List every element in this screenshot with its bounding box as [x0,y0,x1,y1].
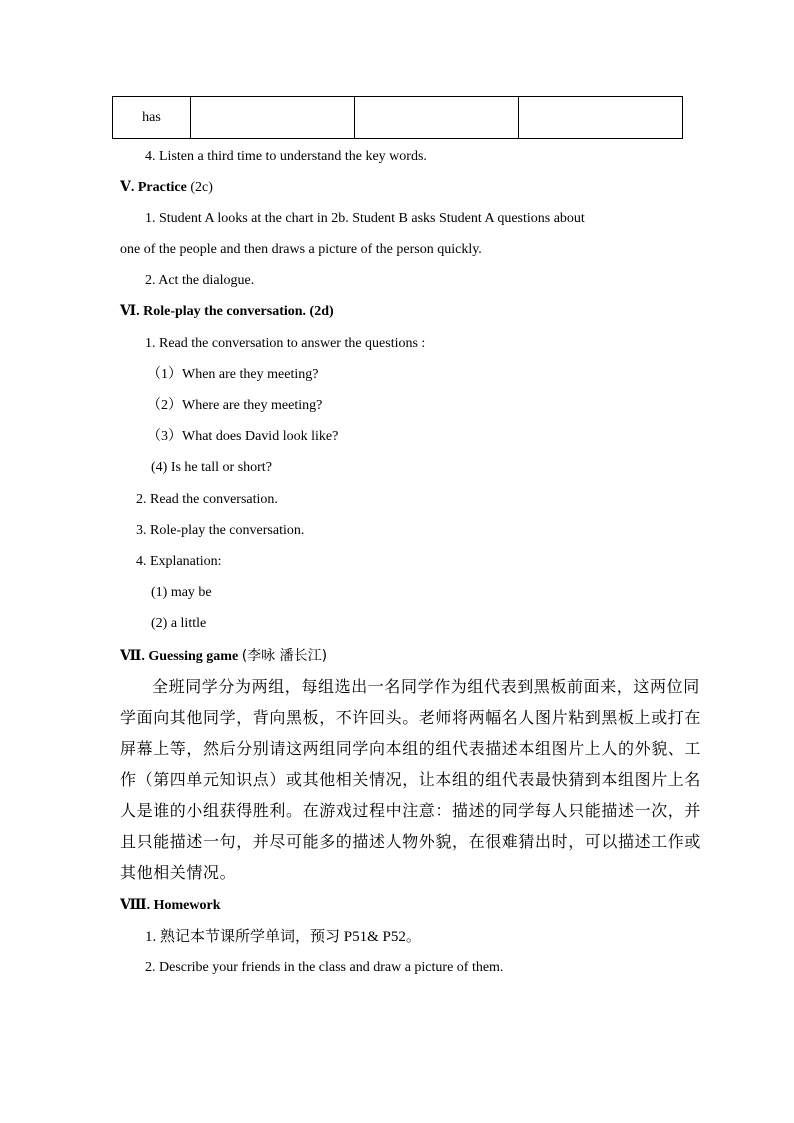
section-heading-role-play: Ⅵ. Role-play the conversation. (2d) [120,304,334,319]
heading-text: Ⅴ. Practice [120,180,187,195]
question-4: (4) Is he tall or short? [151,460,272,475]
practice-item-2: 2. Act the dialogue. [145,273,255,288]
question-3: （3）What does David look like? [147,429,339,444]
explanation-2: (2) a little [151,616,207,631]
table-row [113,97,683,139]
table-cell [191,97,355,139]
heading-text: Ⅶ. Guessing game [120,649,239,664]
homework-item-2: 2. Describe your friends in the class and draw a picture of them. [145,960,504,975]
game-rules-line-4: 作（第四单元知识点）或其他相关情况，让本组的组代表最快猜到本组图片上名 [120,770,702,789]
homework-item-1: 1. 熟记本节课所学单词，预习 P51& P52。 [145,929,421,945]
role-play-item-1: 1. Read the conversation to answer the questions : [145,336,426,351]
question-2: （2）Where are they meeting? [147,398,323,413]
game-rules-line-2: 学面向其他同学，背向黑板，不许回头。老师将两幅名人图片粘到黑板上或打在 [120,708,702,727]
game-rules-line-5: 人是谁的小组获得胜利。在游戏过程中注意：描述的同学每人只能描述一次，并 [120,801,702,820]
heading-ref: (2c) [190,180,213,195]
section-heading-homework: Ⅷ. Homework [120,898,221,913]
vocabulary-table [112,96,683,139]
game-rules-line-1: 全班同学分为两组，每组选出一名同学作为组代表到黑板前面来，这两位同 [152,677,700,696]
role-play-item-4: 4. Explanation: [136,554,222,569]
heading-names: (李咏 潘长江) [241,648,328,664]
role-play-item-2: 2. Read the conversation. [136,492,278,507]
game-rules-line-6: 且只能描述一句，并尽可能多的描述人物外貌，在很难猜出时，可以描述工作或 [120,832,702,851]
practice-item-1-line-2: one of the people and then draws a picture of the person quickly. [120,242,482,257]
question-1: （1）When are they meeting? [147,367,319,382]
section-heading-practice [120,181,213,195]
practice-item-1-line-1: 1. Student A looks at the chart in 2b. Student B asks Student A questions about [145,211,585,226]
game-rules-line-3: 屏幕上等，然后分别请这两组同学向本组的组代表描述本组图片上人的外貌、工 [120,739,702,758]
section-heading-guessing-game [120,649,327,664]
role-play-item-3: 3. Role-play the conversation. [136,523,305,538]
table-cell [519,97,683,139]
table-cell [355,97,519,139]
step-listen-third-time: 4. Listen a third time to understand the key words. [145,149,427,164]
table-cell: has [113,97,191,139]
explanation-1: (1) may be [151,585,212,600]
game-rules-line-7: 其他相关情况。 [120,863,237,882]
